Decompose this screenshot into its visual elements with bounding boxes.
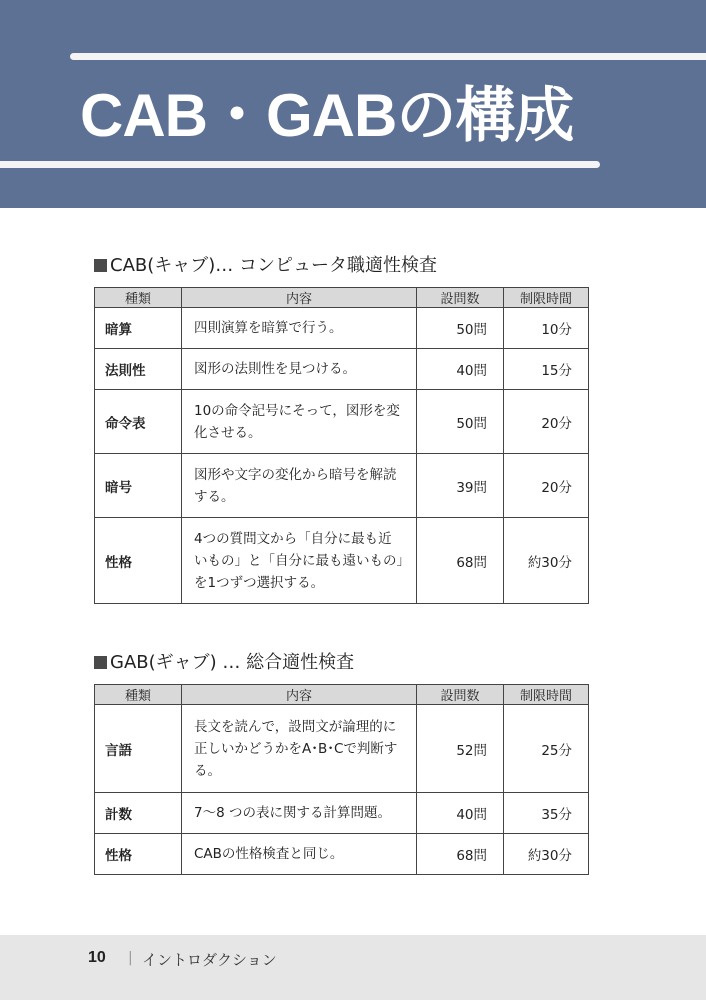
row-time: 20分: [504, 390, 589, 454]
row-content: 長文を読んで，設問文が論理的に正しいかどうかをA･B･Cで判断する。: [182, 705, 417, 793]
gab-heading-text: GAB(ギャブ) … 総合適性検査: [110, 652, 355, 673]
column-header-time: 制限時間: [504, 685, 589, 705]
row-questions: 40問: [417, 793, 504, 834]
gab-heading: [94, 651, 354, 675]
table-row: [95, 454, 589, 518]
square-bullet-icon: [94, 259, 107, 272]
row-content: 図形や文字の変化から暗号を解読する。: [182, 454, 417, 518]
table-row: [95, 518, 589, 604]
column-header-questions: 設問数: [417, 685, 504, 705]
page-title: CAB・GABの構成: [80, 82, 574, 149]
table-row: [95, 793, 589, 834]
table-row: [95, 834, 589, 875]
row-kind: 法則性: [95, 349, 182, 390]
column-header-content: 内容: [182, 685, 417, 705]
row-kind: 言語: [95, 705, 182, 793]
row-time: 25分: [504, 705, 589, 793]
square-bullet-icon: [94, 656, 107, 669]
row-kind: 性格: [95, 518, 182, 604]
row-kind: 命令表: [95, 390, 182, 454]
row-content: 四則演算を暗算で行う。: [182, 308, 417, 349]
column-header-kind: 種類: [95, 685, 182, 705]
row-time: 10分: [504, 308, 589, 349]
column-header-questions: 設問数: [417, 288, 504, 308]
row-content: 10の命令記号にそって，図形を変化させる。: [182, 390, 417, 454]
cab-table: [94, 287, 589, 604]
cab-heading-text: CAB(キャブ)… コンピュータ職適性検査: [110, 255, 437, 276]
row-kind: 性格: [95, 834, 182, 875]
page-footer: [0, 935, 706, 1000]
row-kind: 暗号: [95, 454, 182, 518]
row-questions: 40問: [417, 349, 504, 390]
row-questions: 50問: [417, 390, 504, 454]
row-questions: 68問: [417, 834, 504, 875]
table-row: [95, 390, 589, 454]
row-time: 35分: [504, 793, 589, 834]
row-time: 15分: [504, 349, 589, 390]
table-header-row: [95, 685, 589, 705]
row-questions: 39問: [417, 454, 504, 518]
column-header-kind: 種類: [95, 288, 182, 308]
table-row: [95, 705, 589, 793]
column-header-content: 内容: [182, 288, 417, 308]
row-time: 20分: [504, 454, 589, 518]
gab-table: [94, 684, 589, 875]
title-banner: [0, 0, 706, 208]
row-kind: 計数: [95, 793, 182, 834]
column-header-time: 制限時間: [504, 288, 589, 308]
banner-stripe-top: [70, 53, 706, 60]
row-content: CABの性格検査と同じ。: [182, 834, 417, 875]
table-row: [95, 349, 589, 390]
row-content: 4つの質問文から「自分に最も近いもの」と「自分に最も遠いもの」を1つずつ選択する。: [182, 518, 417, 604]
row-time: 約30分: [504, 834, 589, 875]
row-content: 図形の法則性を見つける。: [182, 349, 417, 390]
banner-stripe-bottom: [0, 161, 600, 168]
row-questions: 52問: [417, 705, 504, 793]
row-questions: 68問: [417, 518, 504, 604]
page-number: 10: [88, 949, 106, 966]
row-kind: 暗算: [95, 308, 182, 349]
cab-heading: [94, 254, 437, 278]
footer-section-name: イントロダクション: [142, 951, 277, 969]
row-questions: 50問: [417, 308, 504, 349]
table-header-row: [95, 288, 589, 308]
table-row: [95, 308, 589, 349]
row-time: 約30分: [504, 518, 589, 604]
footer-separator: |: [128, 950, 133, 966]
row-content: 7～8 つの表に関する計算問題。: [182, 793, 417, 834]
